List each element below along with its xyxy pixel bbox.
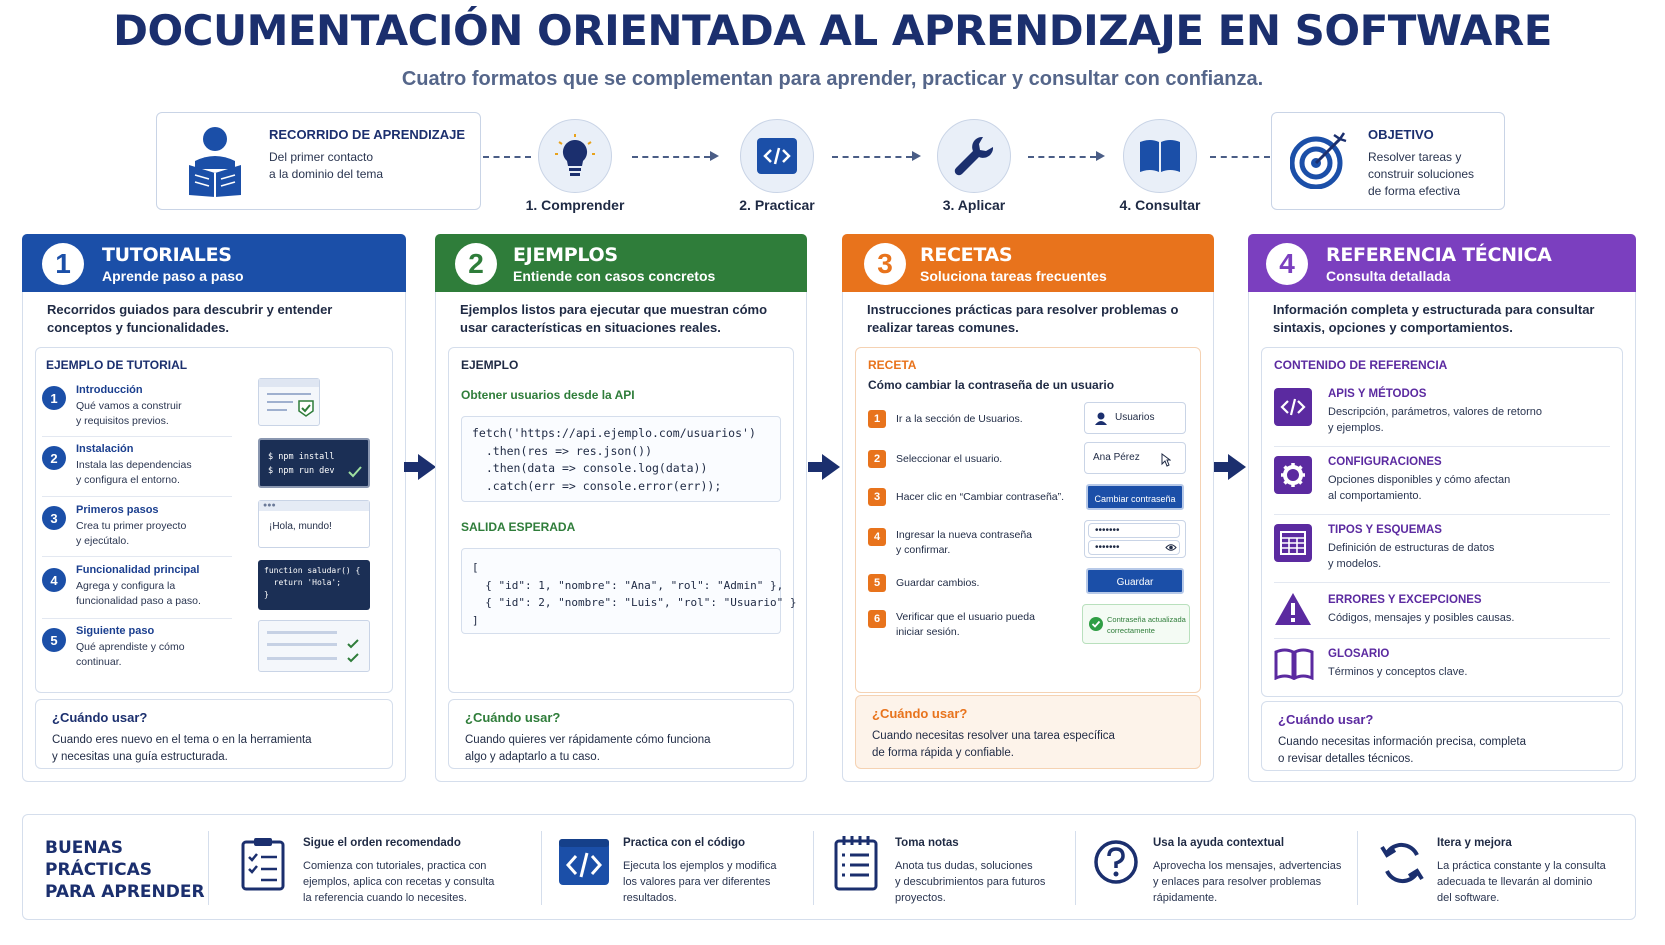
recipe-step-text: Guardar cambios. (896, 577, 980, 589)
recipe-step-text: iniciar sesión. (896, 626, 960, 638)
divider (1357, 831, 1358, 905)
reference-item-text: Descripción, parámetros, valores de retorno (1328, 406, 1542, 418)
recipe-title: Cómo cambiar la contraseña de un usuario (868, 378, 1115, 392)
tutorial-step-text: y requisitos previos. (76, 415, 169, 427)
book-icon (1138, 138, 1182, 174)
lightbulb-icon (555, 134, 595, 178)
checklist-thumbnail (258, 378, 320, 426)
journey-connector (832, 156, 912, 158)
save-button[interactable]: Guardar (1086, 568, 1184, 594)
recipe-step-number: 3 (868, 488, 886, 506)
practice-title: Sigue el orden recomendado (303, 837, 461, 849)
recipe-box-title: RECETA (868, 358, 917, 372)
journey-step-1-label: 1. Comprender (525, 197, 625, 213)
reference-item-text: Términos y conceptos clave. (1328, 666, 1468, 678)
when-title: ¿Cuándo usar? (1278, 712, 1374, 727)
recipe-step-text: y confirmar. (896, 544, 951, 556)
practice-title: Practica con el código (623, 837, 746, 849)
recipe-step-text: Verificar que el usuario pueda (896, 611, 1035, 623)
users-label: Usuarios (1115, 412, 1155, 423)
journey-start-box (156, 112, 481, 210)
arrow-right-icon (1214, 454, 1246, 480)
password-fields (1084, 520, 1186, 558)
success-text: Contraseña actualizada (1107, 615, 1186, 624)
journey-step-1 (538, 119, 612, 193)
best-practices-title: PRÁCTICAS (45, 860, 152, 880)
when-text: Cuando necesitas información precisa, completa (1278, 736, 1527, 748)
when-text: de forma rápida y confiable. (872, 747, 1014, 759)
tutorial-step-title: Primeros pasos (76, 504, 159, 516)
when-title: ¿Cuándo usar? (872, 706, 968, 721)
refresh-icon (1379, 839, 1425, 892)
reference-item-text: al comportamiento. (1328, 490, 1422, 502)
when-text: Cuando quieres ver rápidamente cómo funciona (465, 734, 711, 746)
divider (208, 831, 209, 905)
examples-title: EJEMPLOS (513, 244, 618, 266)
checklist-thumbnail (258, 620, 370, 672)
practice-text: resultados. (623, 892, 677, 904)
recipes-when-box (855, 695, 1201, 769)
tutorials-title: TUTORIALES (102, 244, 232, 266)
tutorial-step-text: funcionalidad paso a paso. (76, 595, 201, 607)
divider (541, 831, 542, 905)
success-text: correctamente (1107, 626, 1155, 635)
recipe-step-number: 2 (868, 450, 886, 468)
divider (813, 831, 814, 905)
tutorial-step-text: y ejecútalo. (76, 535, 130, 547)
journey-goal-title: OBJETIVO (1368, 127, 1434, 142)
reference-item-text: y modelos. (1328, 558, 1382, 570)
journey-start-title: RECORRIDO DE APRENDIZAJE (269, 127, 465, 142)
tutorial-step-title: Funcionalidad principal (76, 564, 200, 576)
code-line: function saludar() { (264, 566, 361, 575)
question-icon (1093, 839, 1139, 890)
check-circle-icon (1089, 617, 1103, 631)
tutorials-number: 1 (42, 243, 84, 285)
reference-item-text: y ejemplos. (1328, 422, 1384, 434)
reference-header (1248, 234, 1636, 292)
reference-description: Información completa y estructurada para consultar sintaxis, opciones y comportamientos. (1273, 302, 1595, 335)
reference-item-title: TIPOS Y ESQUEMAS (1328, 524, 1442, 536)
output-text: [ { "id": 1, "nombre": "Ana", "rol": "Admin" }, { "id": 2, "nombre": "Luis", "rol": "Usuario" } ] (472, 561, 797, 627)
cursor-icon (1161, 453, 1171, 467)
code-line: return 'Hola'; (264, 578, 342, 587)
terminal-line: $ npm run dev (268, 466, 335, 476)
check-icon (348, 466, 362, 478)
users-menu-item[interactable] (1084, 402, 1186, 434)
reference-item-title: ERRORES Y EXCEPCIONES (1328, 594, 1482, 606)
reference-item-icon (1274, 456, 1312, 494)
recipe-step-text: Hacer clic en “Cambiar contraseña”. (896, 491, 1065, 503)
change-password-button[interactable]: Cambiar contraseña (1086, 484, 1184, 510)
tutorials-column (22, 234, 406, 782)
examples-header (435, 234, 807, 292)
journey-goal-line3: de forma efectiva (1368, 184, 1461, 198)
recipes-title: RECETAS (920, 244, 1013, 266)
practice-text: La práctica constante y la consulta (1437, 860, 1606, 872)
practice-title: Itera y mejora (1437, 837, 1512, 849)
wrench-icon (953, 135, 995, 177)
code-thumbnail (258, 560, 370, 610)
when-text: Cuando necesitas resolver una tarea específica (872, 730, 1115, 742)
selected-user: Ana Pérez (1093, 452, 1140, 463)
practice-title: Toma notas (895, 837, 959, 849)
journey-step-4 (1123, 119, 1197, 193)
arrow-right-icon (912, 151, 921, 161)
recipe-step-number: 6 (868, 610, 886, 628)
tutorials-header (22, 234, 406, 292)
tutorial-step-number: 4 (42, 568, 66, 592)
tutorial-step-text: Qué vamos a construir (76, 400, 182, 412)
recipe-step-text: Seleccionar el usuario. (896, 453, 1003, 465)
reference-subtitle: Consulta detallada (1326, 268, 1451, 284)
tutorial-step-text: Instala las dependencias (76, 459, 192, 471)
divider (1075, 831, 1076, 905)
practice-text: ejemplos, aplica con recetas y consulta (303, 876, 495, 888)
when-text: Cuando eres nuevo en el tema o en la herramienta (52, 734, 312, 746)
journey-connector (1028, 156, 1096, 158)
reference-item-icon (1274, 524, 1312, 562)
page-title: DOCUMENTACIÓN ORIENTADA AL APRENDIZAJE EN SOFTWARE (113, 6, 1552, 55)
best-practices-title: PARA APRENDER (45, 882, 205, 902)
browser-thumbnail: ●●● ¡Hola, mundo! (258, 500, 370, 548)
reference-item-text: Definición de estructuras de datos (1328, 542, 1495, 554)
success-toast (1082, 604, 1190, 644)
recipes-subtitle: Soluciona tareas frecuentes (920, 268, 1107, 284)
practice-text: los valores para ver diferentes (623, 876, 771, 888)
journey-start-line2: a la dominio del tema (269, 167, 384, 181)
code-icon (559, 839, 609, 890)
journey-start-line1: Del primer contacto (269, 150, 374, 164)
recipe-step-number: 1 (868, 410, 886, 428)
reference-content-box (1261, 347, 1623, 697)
practice-text: Ejecuta los ejemplos y modifica (623, 860, 777, 872)
practice-text: del software. (1437, 892, 1500, 904)
examples-subtitle: Entiende con casos concretos (513, 268, 716, 284)
tutorials-subtitle: Aprende paso a paso (102, 268, 244, 284)
reader-icon (185, 125, 245, 202)
journey-step-4-label: 4. Consultar (1119, 197, 1201, 213)
tutorial-step-number: 3 (42, 506, 66, 530)
arrow-right-icon (710, 151, 719, 161)
user-icon (1095, 412, 1107, 425)
when-text: y necesitas una guía estructurada. (52, 751, 228, 763)
examples-column (435, 234, 807, 782)
tutorial-example-title: EJEMPLO DE TUTORIAL (46, 358, 188, 372)
notes-icon (833, 835, 879, 896)
practice-text: rápidamente. (1153, 892, 1218, 904)
reference-box-title: CONTENIDO DE REFERENCIA (1274, 358, 1448, 372)
table-icon (1280, 531, 1306, 555)
recipe-step-number: 5 (868, 574, 886, 592)
journey-goal-line2: construir soluciones (1368, 167, 1475, 181)
eye-icon[interactable] (1165, 543, 1177, 552)
journey-step-2 (740, 119, 814, 193)
recipe-step-text: Ingresar la nueva contraseña (896, 529, 1033, 541)
tutorial-step-number: 2 (42, 446, 66, 470)
output-title: SALIDA ESPERADA (461, 520, 576, 534)
hello-text: ¡Hola, mundo! (269, 521, 332, 532)
reference-item-title: GLOSARIO (1328, 648, 1390, 660)
when-text: o revisar detalles técnicos. (1278, 753, 1414, 765)
reference-item-title: CONFIGURACIONES (1328, 456, 1442, 468)
user-select-field[interactable] (1084, 442, 1186, 474)
practice-text: y enlaces para resolver problemas (1153, 876, 1322, 888)
code-text: fetch('https://api.ejemplo.com/usuarios') .then(res => res.json()) .then(data => console.log(data)) .catch(err => console.error(err)); (472, 426, 756, 493)
examples-description: Ejemplos listos para ejecutar que muestran cómo usar características en situaciones reales. (460, 302, 768, 335)
recipes-column (842, 234, 1214, 782)
code-icon (757, 138, 797, 174)
tutorial-step-text: y configura el entorno. (76, 474, 180, 486)
practice-text: Anota tus dudas, soluciones (895, 860, 1033, 872)
recipe-step-number: 4 (868, 528, 886, 546)
page-subtitle: Cuatro formatos que se complementan para aprender, practicar y consultar con confianza. (401, 68, 1264, 90)
when-text: algo y adaptarlo a tu caso. (465, 751, 600, 763)
best-practices-bar (22, 814, 1636, 920)
examples-when-box (448, 699, 794, 769)
best-practices-title: BUENAS (45, 838, 124, 858)
tutorial-step-text: Agrega y configura la (76, 580, 176, 592)
example-box-title: EJEMPLO (461, 358, 519, 372)
gear-icon (1280, 462, 1306, 488)
terminal-thumbnail (258, 438, 370, 488)
practice-text: Comienza con tutoriales, practica con (303, 860, 487, 872)
recipe-step-text: Ir a la sección de Usuarios. (896, 413, 1023, 425)
reference-item-text: Opciones disponibles y cómo afectan (1328, 474, 1511, 486)
code-icon (1280, 397, 1306, 417)
journey-step-3 (937, 119, 1011, 193)
output-block (461, 548, 797, 634)
practice-text: la referencia cuando lo necesites. (303, 892, 467, 904)
reference-when-box (1261, 701, 1623, 771)
terminal-line: $ npm install (268, 452, 335, 462)
example-box (448, 347, 797, 693)
tutorials-description: Recorridos guiados para descubrir y entender conceptos y funcionalidades. (47, 302, 333, 335)
journey-step-2-label: 2. Practicar (739, 197, 815, 213)
target-icon (1290, 131, 1348, 194)
reference-title: REFERENCIA TÉCNICA (1326, 244, 1552, 266)
reference-item-text: Códigos, mensajes y posibles causas. (1328, 612, 1515, 624)
practice-text: y descubrimientos para futuros (895, 876, 1046, 888)
practice-text: proyectos. (895, 892, 946, 904)
journey-connector (1210, 156, 1270, 158)
practice-text: adecuada te llevarán al dominio (1437, 876, 1593, 888)
new-password-input[interactable]: ••••••• (1088, 523, 1180, 538)
tutorial-step-text: Qué aprendiste y cómo (76, 641, 185, 653)
tutorial-step-title: Siguiente paso (76, 625, 155, 637)
recipe-box (855, 347, 1201, 693)
reference-number: 4 (1266, 243, 1308, 285)
recipes-description: Instrucciones prácticas para resolver problemas o realizar tareas comunes. (867, 302, 1179, 335)
tutorial-step-number: 5 (42, 628, 66, 652)
journey-goal-line1: Resolver tareas y (1368, 150, 1462, 164)
reference-item-title: APIS Y MÉTODOS (1328, 388, 1427, 400)
checklist-icon (241, 837, 285, 896)
tutorial-step-text: continuar. (76, 656, 122, 668)
tutorials-when-box (35, 699, 393, 769)
examples-number: 2 (455, 243, 497, 285)
arrow-right-icon (1096, 151, 1105, 161)
tutorial-step-number: 1 (42, 386, 66, 410)
journey-connector (632, 156, 710, 158)
recipes-header (842, 234, 1214, 292)
arrow-right-icon (808, 454, 840, 480)
code-block (461, 416, 781, 502)
journey-step-3-label: 3. Aplicar (942, 197, 1006, 213)
tutorial-step-title: Instalación (76, 443, 134, 455)
journey-connector (483, 156, 531, 158)
example-title: Obtener usuarios desde la API (461, 388, 635, 402)
practice-text: Aprovecha los mensajes, advertencias (1153, 860, 1342, 872)
reference-column (1248, 234, 1636, 782)
confirm-password-input[interactable]: ••••••• (1088, 540, 1180, 555)
warning-icon (1274, 592, 1312, 631)
when-title: ¿Cuándo usar? (52, 710, 148, 725)
when-title: ¿Cuándo usar? (465, 710, 561, 725)
practice-title: Usa la ayuda contextual (1153, 837, 1285, 849)
tutorial-step-text: Crea tu primer proyecto (76, 520, 187, 532)
journey-goal-box (1271, 112, 1505, 210)
tutorial-step-title: Introducción (76, 384, 143, 396)
reference-item-icon (1274, 388, 1312, 426)
arrow-right-icon (404, 454, 436, 480)
recipes-number: 3 (864, 243, 906, 285)
code-line: } (264, 590, 269, 599)
book-icon (1274, 648, 1314, 685)
tutorial-example-box (35, 347, 393, 693)
